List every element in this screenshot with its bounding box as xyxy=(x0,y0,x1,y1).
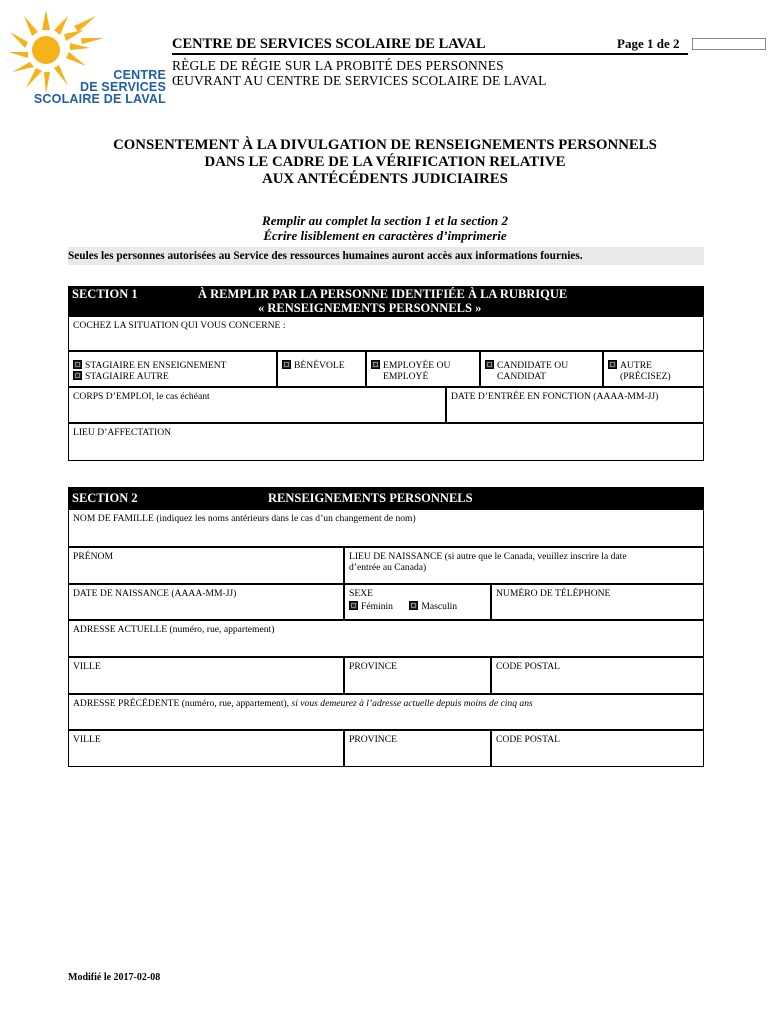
logo-text-line2: DE SERVICES xyxy=(79,80,166,94)
logo-text-line1: CENTRE xyxy=(113,68,166,82)
adresse-precedente-field[interactable] xyxy=(68,694,704,730)
title-line1: CONSENTEMENT À LA DIVULGATION DE RENSEIGNEMENTS PERSONNELS xyxy=(113,137,657,153)
nom-famille-label: NOM DE FAMILLE (indiquez les noms antérieurs dans le cas d’un changement de nom) xyxy=(73,513,416,524)
prenom-label: PRÉNOM xyxy=(73,551,113,562)
ville2-field[interactable] xyxy=(68,730,344,767)
lieu-naissance-label-line1: LIEU DE NAISSANCE (si autre que le Canada, veuillez inscrire la date xyxy=(349,551,627,562)
nom-famille-field[interactable] xyxy=(68,509,704,547)
masculin-label: Masculin xyxy=(421,601,458,612)
employe-label-line2: EMPLOYÉ xyxy=(383,371,429,382)
candidat-label-line2: CANDIDAT xyxy=(497,371,547,382)
check-prompt-cell xyxy=(68,316,704,351)
province-label: PROVINCE xyxy=(349,661,397,672)
option-employe-cell xyxy=(366,351,480,387)
adresse-precedente-note: si vous demeurez à l’adresse actuelle depuis moins de cinq ans xyxy=(291,698,533,709)
lieu-naissance-label-line2: d’entrée au Canada) xyxy=(349,562,427,573)
confidentiality-notice: Seules les personnes autorisées au Service des ressources humaines auront accès aux informations fournies. xyxy=(68,247,704,265)
check-prompt: COCHEZ LA SITUATION QUI VOUS CONCERNE : xyxy=(73,320,286,331)
province-field[interactable] xyxy=(344,657,491,694)
stagiaire-enseignement-label: STAGIAIRE EN ENSEIGNEMENT xyxy=(85,360,227,371)
autre-label-line1: AUTRE xyxy=(620,360,652,371)
code-postal-field[interactable] xyxy=(491,657,704,694)
date-naissance-field[interactable] xyxy=(68,584,344,620)
lieu-naissance-field[interactable] xyxy=(344,547,704,584)
section2-number: SECTION 2 xyxy=(72,491,138,505)
corps-emploi-field[interactable] xyxy=(68,387,446,423)
ville2-label: VILLE xyxy=(73,734,101,745)
lieu-affectation-label: LIEU D’AFFECTATION xyxy=(73,427,172,438)
province2-label: PROVINCE xyxy=(349,734,397,745)
adresse-actuelle-field[interactable] xyxy=(68,620,704,657)
section1-header xyxy=(68,286,704,316)
adresse-actuelle-label: ADRESSE ACTUELLE (numéro, rue, appartement) xyxy=(73,624,275,635)
header-divider xyxy=(172,53,688,55)
modified-date: Modifié le 2017-02-08 xyxy=(68,972,161,983)
logo-text-line3: SCOLAIRE DE LAVAL xyxy=(33,92,166,106)
corps-emploi-label: CORPS D’EMPLOI, le cas échéant xyxy=(73,391,210,402)
feminin-checkbox[interactable] xyxy=(349,601,358,610)
instruction-line1: Remplir au complet la section 1 et la section 2 xyxy=(262,213,508,228)
benevole-label: BÉNÉVOLE xyxy=(294,360,345,371)
organization-logo xyxy=(8,8,168,108)
section1-heading xyxy=(198,287,704,315)
instruction-line2: Écrire lisiblement en caractères d’imprimerie xyxy=(263,228,507,243)
option-benevole-cell xyxy=(277,351,366,387)
date-entree-field[interactable] xyxy=(446,387,704,423)
feminin-label: Féminin xyxy=(361,601,393,612)
header-empty-box xyxy=(692,38,766,50)
sexe-label: SEXE xyxy=(349,588,373,599)
stagiaire-autre-checkbox[interactable] xyxy=(73,371,82,380)
subtitle-line1: RÈGLE DE RÉGIE SUR LA PROBITÉ DES PERSONNES xyxy=(172,58,504,73)
employe-label-line1: EMPLOYÉE OU xyxy=(383,360,451,371)
ville-label: VILLE xyxy=(73,661,101,672)
masculin-checkbox[interactable] xyxy=(409,601,418,610)
code-postal-label: CODE POSTAL xyxy=(496,661,560,672)
telephone-label: NUMÉRO DE TÉLÉPHONE xyxy=(496,588,611,599)
stagiaire-autre-label: STAGIAIRE AUTRE xyxy=(85,371,169,382)
date-entree-label: DATE D’ENTRÉE EN FONCTION (AAAA-MM-JJ) xyxy=(451,391,659,402)
option-candidat-cell xyxy=(480,351,603,387)
code-postal2-label: CODE POSTAL xyxy=(496,734,560,745)
stagiaire-enseignement-checkbox[interactable] xyxy=(73,360,82,369)
candidat-label-line1: CANDIDATE OU xyxy=(497,360,569,371)
page-number: Page 1 de 2 xyxy=(617,36,680,51)
telephone-field[interactable] xyxy=(491,584,704,620)
benevole-checkbox[interactable] xyxy=(282,360,291,369)
province2-field[interactable] xyxy=(344,730,491,767)
title-line3: AUX ANTÉCÉDENTS JUDICIAIRES xyxy=(262,171,508,187)
autre-checkbox[interactable] xyxy=(608,360,617,369)
header-subtitle xyxy=(172,58,547,88)
candidat-checkbox[interactable] xyxy=(485,360,494,369)
section2-header xyxy=(68,487,704,509)
option-stagiaire-cell xyxy=(68,351,277,387)
ville-field[interactable] xyxy=(68,657,344,694)
adresse-precedente-label: ADRESSE PRÉCÉDENTE (numéro, rue, appartement), xyxy=(73,698,290,709)
section1-heading-line1: À REMPLIR PAR LA PERSONNE IDENTIFIÉE À LA RUBRIQUE xyxy=(198,287,568,301)
prenom-field[interactable] xyxy=(68,547,344,584)
autre-label-line2: (PRÉCISEZ) xyxy=(620,371,671,382)
title-line2: DANS LE CADRE DE LA VÉRIFICATION RELATIVE xyxy=(204,154,566,170)
subtitle-line2: ŒUVRANT AU CENTRE DE SERVICES SCOLAIRE DE LAVAL xyxy=(172,73,547,88)
section2-heading: RENSEIGNEMENTS PERSONNELS xyxy=(268,491,473,505)
employe-checkbox[interactable] xyxy=(371,360,380,369)
sexe-field xyxy=(344,584,491,620)
section1-heading-line2: « RENSEIGNEMENTS PERSONNELS » xyxy=(258,301,482,315)
section1-number: SECTION 1 xyxy=(72,287,138,301)
instructions xyxy=(0,213,770,243)
code-postal2-field[interactable] xyxy=(491,730,704,767)
date-naissance-label: DATE DE NAISSANCE (AAAA-MM-JJ) xyxy=(73,588,237,599)
document-title xyxy=(0,137,770,188)
option-autre-cell xyxy=(603,351,704,387)
organization-name: CENTRE DE SERVICES SCOLAIRE DE LAVAL xyxy=(172,36,486,52)
lieu-affectation-field[interactable] xyxy=(68,423,704,461)
